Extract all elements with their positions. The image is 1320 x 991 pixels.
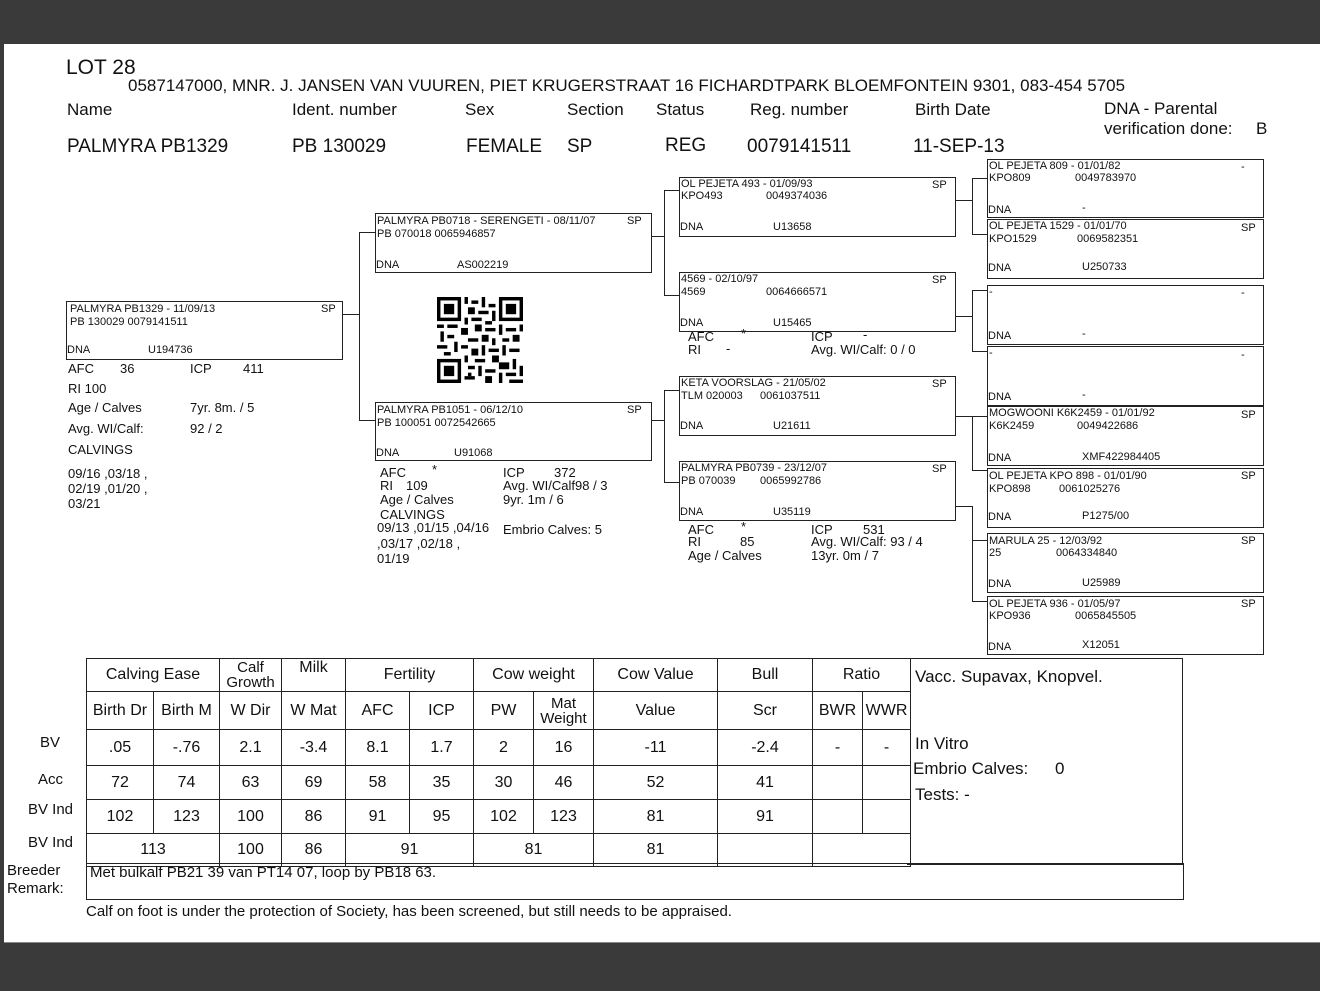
col-mat-weight — [534, 692, 594, 730]
box-dna-code: X12051 — [1082, 639, 1120, 651]
col-value: Value — [594, 692, 718, 730]
dam-calvings-1: 09/13 ,01/15 ,04/16 — [377, 520, 490, 535]
box-dna-code: AS002219 — [457, 259, 509, 271]
col-section: Section — [567, 100, 624, 119]
box-reg: 0069582351 — [1077, 233, 1139, 245]
bv-cell: -2.4 — [718, 730, 813, 766]
row-label-breeder: Breeder — [7, 862, 61, 879]
acc-cell: 35 — [410, 766, 474, 800]
grandsire-maternal-box — [679, 376, 956, 436]
gd2-age-label: Age / Calves — [688, 548, 762, 563]
acc-cell: 46 — [534, 766, 594, 800]
animal-reg: 0079141511 — [747, 136, 852, 157]
bv-cell: .05 — [87, 730, 154, 766]
box-section: SP — [932, 463, 947, 475]
icp-label: ICP — [190, 361, 212, 376]
owner-line: 0587147000, MNR. J. JANSEN VAN VUUREN, PIET KRUGERSTRAAT 16 FICHARDTPARK BLOEMFONTEIN 9301, 083-454 5705 — [128, 76, 1126, 95]
acc-cell: 63 — [220, 766, 282, 800]
box-dna-label: DNA — [67, 344, 91, 356]
box-dna-code: U13658 — [773, 221, 812, 233]
box-title: - — [989, 286, 993, 298]
box-section: SP — [932, 274, 947, 286]
bvind2-cell — [813, 834, 911, 867]
breeder-remark: Met bulkalf PB21 39 van PT14 07, loop by PB18 63. — [90, 864, 437, 881]
bvind2-cell: 86 — [282, 834, 346, 867]
col-birth-dir: Birth Dr — [87, 692, 154, 730]
performance-table — [86, 658, 911, 867]
gd2-ri-label: RI — [688, 534, 701, 549]
dam-wi: Avg. WI/Calf98 / 3 — [503, 478, 608, 493]
gd1-icp-value: - — [863, 327, 868, 342]
granddam-paternal-box — [679, 272, 956, 332]
box-title: PALMYRA PB1051 - 06/12/10 — [377, 404, 523, 416]
group-fertility: Fertility — [346, 659, 474, 692]
box-section: SP — [321, 303, 336, 315]
bv-cell: 16 — [534, 730, 594, 766]
dam-embrio: Embrio Calves: 5 — [503, 522, 602, 537]
box-title: MOGWOONI K6K2459 - 01/01/92 — [989, 407, 1155, 419]
box-title: OL PEJETA 1529 - 01/01/70 — [989, 220, 1127, 232]
col-mat-label: Mat — [550, 694, 576, 712]
col-w-mat: W Mat — [282, 692, 346, 730]
gen4-box-4 — [987, 346, 1264, 406]
animal-dna: B — [1256, 119, 1268, 138]
footer-note: Calf on foot is under the protection of Society, has been screened, but still needs to be appraised. — [86, 903, 732, 920]
box-title: MARULA 25 - 12/03/92 — [989, 535, 1103, 547]
acc-cell — [863, 766, 911, 800]
bvind-cell: 91 — [718, 800, 813, 834]
gd2-afc-value: * — [741, 519, 747, 534]
dam-age-label: Age / Calves — [380, 492, 454, 507]
wi-label: Avg. WI/Calf: — [68, 421, 144, 436]
box-title: PALMYRA PB0718 - SERENGETI - 08/11/07 — [377, 215, 596, 227]
group-milk: Milk — [282, 659, 346, 692]
box-ident: 4569 — [681, 286, 706, 298]
box-dna-code: - — [1082, 328, 1086, 340]
box-title: PALMYRA PB0739 - 23/12/07 — [681, 462, 827, 474]
dam-age-value: 9yr. 1m / 6 — [503, 492, 564, 507]
col-w-dir: W Dir — [220, 692, 282, 730]
vaccination-note: Vacc. Supavax, Knopvel. — [915, 667, 1103, 686]
animal-section: SP — [567, 136, 593, 157]
box-section: SP — [1241, 470, 1256, 482]
bv-cell: -.76 — [154, 730, 220, 766]
box-dna-code: U15465 — [773, 317, 812, 329]
col-pw: PW — [474, 692, 534, 730]
box-dna-code: U25989 — [1082, 577, 1121, 589]
dam-afc-value: * — [432, 462, 438, 477]
wi-value: 92 / 2 — [190, 421, 223, 436]
bvind2-cell: 113 — [87, 834, 220, 867]
gen4-box-3 — [987, 285, 1264, 345]
box-dna-label: DNA — [988, 452, 1012, 464]
box-dna-code: U21611 — [773, 420, 811, 432]
col-name: Name — [67, 100, 113, 119]
bvind-cell — [813, 800, 863, 834]
bottom-margin — [4, 942, 1320, 991]
bvind2-cell — [718, 834, 813, 867]
col-birth: Birth Date — [915, 100, 991, 119]
dam-icp-value: 372 — [554, 465, 576, 480]
col-bwr: BWR — [813, 692, 863, 730]
box-ident: PB 100051 0072542665 — [377, 417, 496, 429]
group-bull: Bull — [718, 659, 813, 692]
dam-ri-value: 109 — [406, 478, 428, 493]
box-dna-code: XMF422984405 — [1082, 451, 1161, 463]
bv-cell: -11 — [594, 730, 718, 766]
bvind-cell — [863, 800, 911, 834]
box-title: 4569 - 02/10/97 — [681, 273, 759, 285]
bvind2-cell: 81 — [594, 834, 718, 867]
bvind-cell: 100 — [220, 800, 282, 834]
box-reg: 0049783970 — [1075, 172, 1137, 184]
bv-cell: - — [813, 730, 863, 766]
acc-cell: 69 — [282, 766, 346, 800]
box-dna-label: DNA — [680, 221, 704, 233]
group-calf-growth — [220, 659, 282, 692]
box-ident: KPO493 — [681, 190, 723, 202]
animal-pedigree-box — [66, 301, 343, 360]
group-calf-label: Calf — [237, 659, 264, 676]
box-title: OL PEJETA 809 - 01/01/82 — [989, 160, 1121, 172]
col-birth-mat: Birth M — [154, 692, 220, 730]
box-ident: KPO809 — [989, 172, 1031, 184]
animal-status: REG — [665, 135, 707, 156]
bvind-cell: 102 — [87, 800, 154, 834]
qr-code-icon — [436, 297, 524, 383]
box-ident: 25 — [989, 547, 1002, 559]
acc-cell: 41 — [718, 766, 813, 800]
box-dna-code: U35119 — [773, 506, 811, 518]
group-cow-value: Cow Value — [594, 659, 718, 692]
gd1-afc-value: * — [741, 326, 747, 341]
box-dna-code: U194736 — [148, 344, 193, 356]
gen4-box-5 — [987, 406, 1264, 466]
age-value: 7yr. 8m. / 5 — [190, 400, 255, 415]
col-reg: Reg. number — [750, 100, 849, 119]
bvind-cell: 123 — [534, 800, 594, 834]
gd2-icp-label: ICP — [811, 522, 833, 537]
box-dna-label: DNA — [680, 317, 704, 329]
calvings-label: CALVINGS — [68, 442, 133, 457]
row-label-bvind-2: BV Ind — [28, 834, 74, 851]
group-calving-ease: Calving Ease — [87, 659, 220, 692]
box-reg: 0061037511 — [760, 390, 821, 402]
box-ident: KPO898 — [989, 483, 1031, 495]
side-info-box — [907, 658, 1183, 865]
acc-cell — [813, 766, 863, 800]
box-reg: 0065845505 — [1075, 610, 1137, 622]
box-section: SP — [1241, 535, 1256, 547]
gd2-wi: Avg. WI/Calf: 93 / 4 — [811, 534, 923, 549]
lot-number: LOT 28 — [66, 56, 136, 79]
bv-cell: -3.4 — [282, 730, 346, 766]
animal-ident: PB 130029 — [292, 136, 387, 157]
box-reg: 0049422686 — [1077, 420, 1139, 432]
dam-icp-label: ICP — [503, 465, 525, 480]
bv-cell: 8.1 — [346, 730, 410, 766]
animal-name: PALMYRA PB1329 — [67, 136, 229, 157]
acc-cell: 52 — [594, 766, 718, 800]
box-title: OL PEJETA KPO 898 - 01/01/90 — [989, 470, 1147, 482]
gd1-ri-value: - — [726, 341, 731, 356]
embrio-label: Embrio Calves: — [913, 759, 1029, 778]
afc-value: 36 — [120, 361, 135, 376]
gd1-afc-label: AFC — [688, 329, 714, 344]
box-section: SP — [1241, 598, 1256, 610]
box-dna-label: DNA — [988, 262, 1012, 274]
box-dna-label: DNA — [376, 447, 400, 459]
gen4-box-6 — [987, 468, 1264, 528]
box-dna-code: U91068 — [454, 447, 493, 459]
bv-cell: 1.7 — [410, 730, 474, 766]
box-reg: 0061025276 — [1059, 483, 1121, 495]
calvings-3: 03/21 — [68, 496, 101, 511]
group-cow-weight: Cow weight — [474, 659, 594, 692]
col-wwr: WWR — [863, 692, 911, 730]
gd2-ri-value: 85 — [740, 534, 755, 549]
box-dna-label: DNA — [376, 259, 400, 271]
box-dna-label: DNA — [988, 330, 1012, 342]
col-icp: ICP — [410, 692, 474, 730]
breeder-remark-box — [86, 863, 1184, 900]
bvind-cell: 123 — [154, 800, 220, 834]
bvind2-cell: 91 — [346, 834, 474, 867]
in-vitro-label: In Vitro — [915, 734, 969, 753]
box-ident: TLM 020003 — [681, 390, 743, 402]
col-afc: AFC — [346, 692, 410, 730]
box-reg: 0049374036 — [766, 190, 828, 202]
acc-cell: 72 — [87, 766, 154, 800]
box-ident: PB 070039 — [681, 475, 736, 487]
bv-cell: - — [863, 730, 911, 766]
box-dna-label: DNA — [988, 578, 1012, 590]
box-title: KETA VOORSLAG - 21/05/02 — [681, 377, 826, 389]
icp-value: 411 — [243, 361, 264, 376]
dam-ri-label: RI — [380, 478, 393, 493]
bvind-cell: 86 — [282, 800, 346, 834]
box-dna-label: DNA — [680, 420, 704, 432]
gd1-wi: Avg. WI/Calf: 0 / 0 — [811, 342, 916, 357]
box-dna-label: DNA — [988, 641, 1012, 653]
box-section: SP — [1241, 222, 1256, 234]
box-dna-label: DNA — [988, 511, 1012, 523]
row-label-bvind: BV Ind — [28, 801, 74, 818]
age-label: Age / Calves — [68, 400, 142, 415]
grandsire-paternal-box — [679, 177, 956, 237]
box-ident: PB 070018 0065946857 — [377, 228, 496, 240]
acc-cell: 74 — [154, 766, 220, 800]
granddam-maternal-box — [679, 461, 956, 521]
gen4-box-7 — [987, 533, 1264, 593]
bv-cell: 2 — [474, 730, 534, 766]
row-label-bv: BV — [40, 734, 61, 751]
group-ratio: Ratio — [813, 659, 911, 692]
bv-cell: 2.1 — [220, 730, 282, 766]
col-status: Status — [656, 100, 705, 119]
embrio-value: 0 — [1055, 759, 1065, 778]
box-title: PALMYRA PB1329 - 11/09/13 — [70, 303, 216, 315]
box-dna-code: U250733 — [1082, 261, 1127, 273]
gen4-box-1 — [987, 159, 1264, 218]
box-section: - — [1241, 287, 1245, 299]
box-reg: 0064334840 — [1056, 547, 1118, 559]
box-reg: 0064666571 — [766, 286, 828, 298]
box-ident: PB 130029 0079141511 — [70, 316, 188, 328]
animal-birth: 11-SEP-13 — [913, 136, 1005, 157]
box-reg: 0065992786 — [760, 475, 822, 487]
box-section: SP — [627, 404, 642, 416]
dam-afc-label: AFC — [380, 465, 406, 480]
row-label-acc: Acc — [38, 771, 64, 788]
gen4-box-8 — [987, 596, 1264, 655]
gen4-box-2 — [987, 219, 1264, 279]
col-scr: Scr — [718, 692, 813, 730]
bvind-cell: 95 — [410, 800, 474, 834]
box-dna-code: P1275/00 — [1082, 510, 1130, 522]
calvings-1: 09/16 ,03/18 , — [68, 466, 148, 481]
dam-calvings-2: ,03/17 ,02/18 , — [377, 536, 461, 551]
gd1-icp-label: ICP — [811, 329, 833, 344]
gd2-afc-label: AFC — [688, 522, 714, 537]
group-growth-label: Growth — [226, 674, 275, 691]
bvind-cell: 91 — [346, 800, 410, 834]
box-dna-code: - — [1082, 202, 1086, 214]
tests-note: Tests: - — [915, 785, 970, 804]
box-dna-label: DNA — [988, 204, 1012, 216]
col-dna: DNA - Parental — [1104, 99, 1218, 118]
box-section: - — [1241, 161, 1245, 173]
gd2-age-value: 13yr. 0m / 7 — [811, 548, 879, 563]
col-weight-label: Weight — [540, 709, 587, 727]
sire-box — [375, 213, 652, 273]
box-section: SP — [932, 378, 947, 390]
dam-calvings-label: CALVINGS — [380, 507, 445, 522]
box-title: OL PEJETA 936 - 01/05/97 — [989, 598, 1121, 610]
gd2-icp-value: 531 — [863, 522, 885, 537]
box-ident: KPO936 — [989, 610, 1031, 622]
box-section: SP — [932, 179, 947, 191]
box-ident: KPO1529 — [989, 233, 1037, 245]
animal-sex: FEMALE — [466, 136, 543, 157]
col-ident: Ident. number — [292, 100, 397, 119]
box-dna-label: DNA — [680, 506, 704, 518]
afc-label: AFC — [68, 361, 94, 376]
box-section: SP — [1241, 409, 1256, 421]
col-dna-2: verification done: — [1104, 119, 1233, 138]
box-section: - — [1241, 349, 1245, 361]
acc-cell: 30 — [474, 766, 534, 800]
bvind-cell: 102 — [474, 800, 534, 834]
bvind2-cell: 81 — [474, 834, 594, 867]
gd1-ri-label: RI — [688, 342, 701, 357]
col-sex: Sex — [465, 100, 495, 119]
box-title: OL PEJETA 493 - 01/09/93 — [681, 178, 813, 190]
dam-calvings-3: 01/19 — [377, 551, 410, 566]
row-label-remark: Remark: — [7, 880, 64, 897]
box-section: SP — [627, 215, 642, 227]
ri-value: RI 100 — [68, 381, 107, 396]
box-dna-label: DNA — [988, 391, 1012, 403]
box-ident: K6K2459 — [989, 420, 1035, 432]
calvings-2: 02/19 ,01/20 , — [68, 481, 148, 496]
box-title: - — [989, 347, 993, 359]
bvind-cell: 81 — [594, 800, 718, 834]
bvind2-cell: 100 — [220, 834, 282, 867]
box-dna-code: - — [1082, 389, 1086, 401]
dam-box — [375, 402, 652, 461]
acc-cell: 58 — [346, 766, 410, 800]
